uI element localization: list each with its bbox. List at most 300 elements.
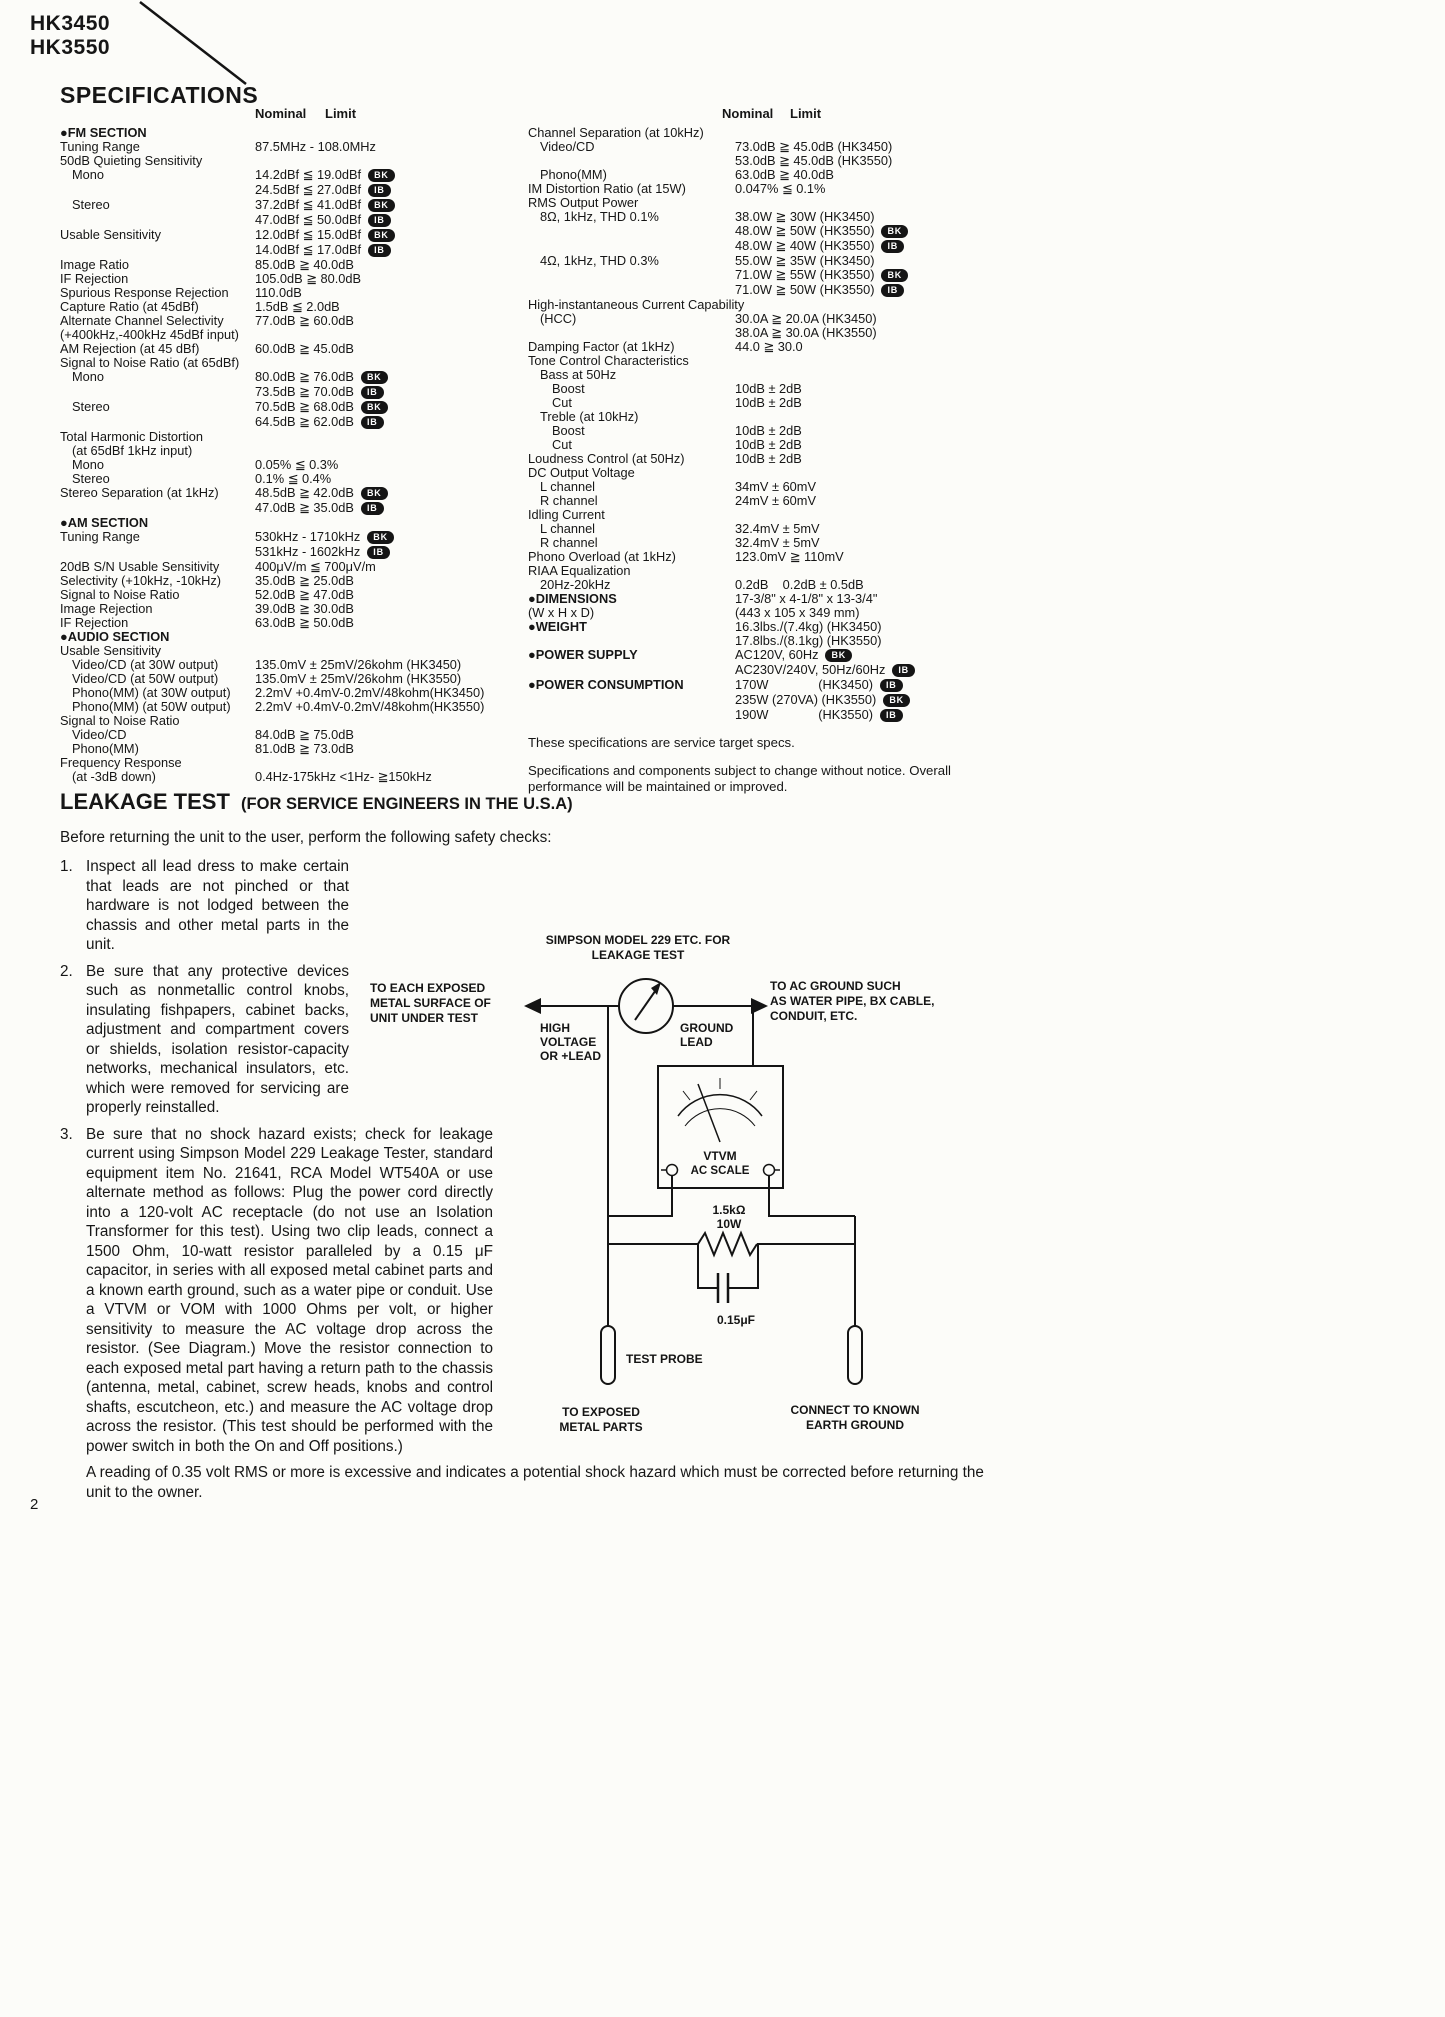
spec-label: 8Ω, 1kHz, THD 0.1% (540, 209, 659, 224)
spec-row (528, 620, 1010, 634)
spec-value: 52.0dB ≧ 47.0dB (255, 587, 354, 602)
spec-label: Stereo (72, 197, 110, 212)
spec-label: Image Ratio (60, 257, 129, 272)
left-arrowhead (524, 998, 541, 1014)
spec-row (60, 272, 530, 286)
spec-label: Signal to Noise Ratio (60, 713, 180, 728)
spec-row (60, 658, 530, 672)
spec-row (60, 672, 530, 686)
spec-value: 80.0dB ≧ 76.0dB (255, 369, 354, 384)
spec-label: Damping Factor (at 1kHz) (528, 339, 675, 354)
exposed-metal-label: METAL PARTS (559, 1420, 643, 1434)
spec-label: Selectivity (+10kHz, -10kHz) (60, 573, 222, 588)
test-probe-label: TEST PROBE (626, 1352, 703, 1366)
spec-value: 32.4mV ± 5mV (735, 535, 820, 550)
spec-row (528, 382, 1010, 396)
spec-label: Video/CD (540, 139, 595, 154)
spec-value: 135.0mV ± 25mV/26kohm (HK3550) (255, 671, 462, 686)
leakage-step-text: Be sure that no shock hazard exists; check for leakage current using Simpson Model 229 Leakage Tester, standard equipment item No. 21641, RCA Model WT540A or use alternate method as follows: Plug the power cord directly into a 120-volt AC receptacle (do not use an Isolation Transformer for this test). Using two clip leads, connect a 1500 Ohm, 10-watt resistor paralleled by a 0.15 μF capacitor, in series with all exposed metal cabinet parts and a known earth ground, such as a water pipe or conduit. Use a VTVM or VOM with 1000 Ohms per volt, or higher sensitivity to measure the AC voltage drop across the resistor. (See Diagram.) Move the resistor connection to each exposed metal part having a return path to the chassis (antenna, metal, cabinet, screw heads, knobs and control shafts, escutcheon, etc.) and measure the AC voltage drop across the resistor. (This test should be performed with the power switch in both the On and Off positions.) (86, 1125, 493, 1455)
spec-row (528, 312, 1010, 326)
spec-label: (HCC) (540, 311, 577, 326)
spec-label: RMS Output Power (528, 195, 639, 210)
diagonal-line (128, 0, 258, 92)
spec-value: 235W (270VA) (HK3550) (735, 692, 877, 707)
spec-value: 0.047% ≦ 0.1% (735, 181, 826, 196)
spec-value: 10dB ± 2dB (735, 395, 802, 410)
spec-label: Capture Ratio (at 45dBf) (60, 299, 199, 314)
nominal-header: Nominal (722, 106, 774, 121)
version-badge-bk: BK (368, 169, 395, 182)
leakage-step-number: 2. (60, 962, 73, 980)
leakage-meter-icon (619, 979, 673, 1033)
diagram-unit-label: METAL SURFACE OF (370, 996, 491, 1010)
spec-label: Mono (72, 167, 105, 182)
diagram-high-voltage-label: HIGH (540, 1021, 570, 1035)
spec-label: Stereo (72, 399, 110, 414)
column-headers-right (528, 106, 1010, 126)
spec-row (528, 196, 1010, 210)
ac-scale-label: AC SCALE (690, 1165, 750, 1177)
version-badge-bk: BK (881, 225, 908, 238)
spec-label: Phono(MM) (540, 167, 607, 182)
spec-label: Loudness Control (at 50Hz) (528, 451, 685, 466)
limit-header: Limit (325, 106, 357, 121)
spec-value: 0.1% ≦ 0.4% (255, 471, 332, 486)
spec-row (528, 254, 1010, 268)
spec-value: 2.2mV +0.4mV-0.2mV/48kohm(HK3550) (255, 699, 485, 714)
spec-row (528, 210, 1010, 224)
spec-value: 81.0dB ≧ 73.0dB (255, 741, 354, 756)
spec-label: Tuning Range (60, 529, 140, 544)
version-badge-bk: BK (368, 199, 395, 212)
spec-row (60, 328, 530, 342)
version-badge-bk: BK (361, 371, 388, 384)
leakage-title-main: LEAKAGE TEST (60, 789, 230, 814)
spec-value: 400μV/m ≦ 700μV/m (255, 559, 376, 574)
spec-value: 47.0dB ≧ 35.0dB (255, 500, 354, 515)
spec-row (60, 198, 530, 213)
spec-row (60, 742, 530, 756)
model-number-hk3450: HK3450 (30, 12, 111, 35)
note-subject-to-change: Specifications and components subject to change without notice. Overall performance will be maintained or improved. (528, 763, 951, 794)
spec-row (528, 239, 1010, 254)
spec-notes (528, 735, 958, 795)
limit-header: Limit (790, 106, 822, 121)
spec-value: 63.0dB ≧ 50.0dB (255, 615, 354, 630)
spec-label: Idling Current (528, 507, 605, 522)
specs-right-column (528, 106, 1010, 795)
spec-label: (at -3dB down) (72, 769, 156, 784)
spec-row (60, 228, 530, 243)
spec-value: 53.0dB ≧ 45.0dB (HK3550) (735, 153, 893, 168)
version-badge-bk: BK (361, 401, 388, 414)
spec-row (528, 578, 1010, 592)
spec-label: Total Harmonic Distortion (60, 429, 203, 444)
spec-label: Boost (552, 381, 585, 396)
spec-value: 0.05% ≦ 0.3% (255, 457, 339, 472)
spec-value: 110.0dB (255, 285, 302, 300)
spec-label: 4Ω, 1kHz, THD 0.3% (540, 253, 659, 268)
spec-value: 12.0dBf ≦ 15.0dBf (255, 227, 362, 242)
spec-row (528, 410, 1010, 424)
spec-label: Cut (552, 395, 572, 410)
spec-value: 64.5dB ≧ 62.0dB (255, 414, 354, 429)
spec-value: 70.5dB ≧ 68.0dB (255, 399, 354, 414)
spec-row (528, 396, 1010, 410)
spec-value: 34mV ± 60mV (735, 479, 816, 494)
spec-row (528, 606, 1010, 620)
spec-value: 30.0A ≧ 20.0A (HK3450) (735, 311, 877, 326)
spec-label: Tone Control Characteristics (528, 353, 689, 368)
spec-value: 24.5dBf ≦ 27.0dBf (255, 182, 362, 197)
spec-row (528, 224, 1010, 239)
spec-row (528, 550, 1010, 564)
spec-value: 60.0dB ≧ 45.0dB (255, 341, 354, 356)
version-badge-bk: BK (361, 487, 388, 500)
spec-value: 73.5dB ≧ 70.0dB (255, 384, 354, 399)
spec-label: AM Rejection (at 45 dBf) (60, 341, 200, 356)
spec-label: Video/CD (72, 727, 127, 742)
diagram-high-voltage-label: OR +LEAD (540, 1049, 602, 1063)
version-badge-ib: IB (368, 244, 391, 257)
spec-rows-right (528, 126, 1010, 723)
capacitor-value-label: 0.15μF (716, 1313, 756, 1327)
version-badge-ib: IB (892, 664, 915, 677)
spec-row (528, 424, 1010, 438)
spec-row (528, 283, 1010, 298)
version-badge-bk: BK (368, 229, 395, 242)
leakage-test-diagram (368, 926, 948, 1446)
version-badge-ib: IB (367, 546, 390, 559)
spec-row (60, 370, 530, 385)
spec-label: IF Rejection (60, 271, 129, 286)
spec-label: Usable Sensitivity (60, 643, 161, 658)
spec-label: Cut (552, 437, 572, 452)
spec-row (60, 415, 530, 430)
spec-label: Bass at 50Hz (540, 367, 617, 382)
spec-value: 35.0dB ≧ 25.0dB (255, 573, 354, 588)
leakage-intro: Before returning the unit to the user, perform the following safety checks: (60, 829, 552, 846)
spec-row (60, 400, 530, 415)
spec-row (60, 458, 530, 472)
spec-row (60, 574, 530, 588)
specifications-title: SPECIFICATIONS (60, 82, 259, 108)
spec-label: 20Hz-20kHz (540, 577, 611, 592)
spec-value: 85.0dB ≧ 40.0dB (255, 257, 354, 272)
spec-row (528, 708, 1010, 723)
spec-row (528, 634, 1010, 648)
spec-value: 84.0dB ≧ 75.0dB (255, 727, 354, 742)
spec-label: R channel (540, 493, 598, 508)
spec-label: Video/CD (at 50W output) (72, 671, 219, 686)
spec-row (528, 678, 1010, 693)
spec-label: Frequency Response (60, 755, 182, 770)
earth-ground-label: EARTH GROUND (806, 1418, 904, 1432)
spec-row (60, 602, 530, 616)
spec-label: Usable Sensitivity (60, 227, 161, 242)
spec-row (60, 686, 530, 700)
spec-value: 170W (HK3450) (735, 677, 873, 692)
spec-row (60, 630, 530, 644)
test-probe-icon (601, 1326, 615, 1384)
spec-label: Boost (552, 423, 585, 438)
spec-value: 0.4Hz-175kHz <1Hz- ≧150kHz (255, 769, 432, 784)
spec-value: 10dB ± 2dB (735, 423, 802, 438)
spec-label: ●AM SECTION (60, 515, 149, 530)
spec-label: R channel (540, 535, 598, 550)
version-badge-ib: IB (361, 416, 384, 429)
spec-label: IF Rejection (60, 615, 129, 630)
spec-label: Phono Overload (at 1kHz) (528, 549, 676, 564)
spec-label: Phono(MM) (at 30W output) (72, 685, 231, 700)
spec-value: 73.0dB ≧ 45.0dB (HK3450) (735, 139, 893, 154)
model-header (30, 12, 110, 60)
model-number-hk3550: HK3550 (30, 36, 111, 59)
leakage-closing: A reading of 0.35 volt RMS or more is excessive and indicates a potential shock hazard which must be corrected before returning the unit to the owner. (86, 1464, 984, 1501)
spec-label: Tuning Range (60, 139, 140, 154)
diagram-simpson-label: LEAKAGE TEST (591, 948, 685, 962)
spec-row (60, 385, 530, 400)
note-service-target: These specifications are service target specs. (528, 735, 795, 750)
spec-label: ●FM SECTION (60, 125, 147, 140)
spec-value: 2.2mV +0.4mV-0.2mV/48kohm(HK3450) (255, 685, 485, 700)
spec-value: 24mV ± 60mV (735, 493, 816, 508)
earth-ground-label: CONNECT TO KNOWN (790, 1403, 920, 1417)
spec-row (60, 530, 530, 545)
spec-value: 63.0dB ≧ 40.0dB (735, 167, 834, 182)
spec-label: IM Distortion Ratio (at 15W) (528, 181, 686, 196)
spec-row (528, 508, 1010, 522)
spec-value: 47.0dBf ≦ 50.0dBf (255, 212, 362, 227)
spec-row (60, 286, 530, 300)
version-badge-bk: BK (367, 531, 394, 544)
spec-row (60, 644, 530, 658)
spec-row (528, 438, 1010, 452)
spec-row (528, 140, 1010, 154)
spec-label: (+400kHz,-400kHz 45dBf input) (60, 327, 239, 342)
spec-row (528, 564, 1010, 578)
spec-row (528, 536, 1010, 550)
spec-label: ●DIMENSIONS (528, 591, 617, 606)
spec-row (60, 616, 530, 630)
spec-label: L channel (540, 479, 596, 494)
version-badge-ib: IB (881, 240, 904, 253)
diagram-ac-ground-label: TO AC GROUND SUCH (770, 979, 901, 993)
spec-label: Spurious Response Rejection (60, 285, 229, 300)
spec-value: 71.0W ≧ 50W (HK3550) (735, 282, 875, 297)
diagram-unit-label: TO EACH EXPOSED (370, 981, 486, 995)
spec-value: 17.8lbs./(8.1kg) (HK3550) (735, 633, 882, 648)
spec-row (60, 472, 530, 486)
spec-row (60, 314, 530, 328)
spec-label: Signal to Noise Ratio (at 65dBf) (60, 355, 240, 370)
resistor-power-label: 10W (716, 1217, 742, 1231)
spec-label: Alternate Channel Selectivity (60, 313, 224, 328)
spec-value: 531kHz - 1602kHz (255, 544, 361, 559)
spec-value: 32.4mV ± 5mV (735, 521, 820, 536)
spec-row (528, 494, 1010, 508)
spec-value: 1.5dB ≦ 2.0dB (255, 299, 340, 314)
spec-row (60, 700, 530, 714)
earth-ground-probe-icon (848, 1326, 862, 1384)
version-badge-bk: BK (825, 649, 852, 662)
spec-value: 87.5MHz - 108.0MHz (255, 139, 376, 154)
diagram-high-voltage-label: VOLTAGE (540, 1035, 597, 1049)
spec-value: 10dB ± 2dB (735, 437, 802, 452)
diagram-ac-ground-label: CONDUIT, ETC. (770, 1009, 858, 1023)
version-badge-ib: IB (361, 386, 384, 399)
spec-row (528, 648, 1010, 663)
version-badge-ib: IB (880, 709, 903, 722)
spec-row (528, 522, 1010, 536)
spec-value: 48.0W ≧ 50W (HK3550) (735, 223, 875, 238)
spec-label: High-instantaneous Current Capability (528, 297, 745, 312)
spec-label: (at 65dBf 1kHz input) (72, 443, 193, 458)
page-number: 2 (30, 1496, 39, 1513)
version-badge-ib: IB (881, 284, 904, 297)
diagram-ac-ground-label: AS WATER PIPE, BX CABLE, (770, 994, 935, 1008)
spec-row (60, 356, 530, 370)
spec-value: 44.0 ≧ 30.0 (735, 339, 803, 354)
nominal-header: Nominal (255, 106, 307, 121)
spec-value: 77.0dB ≧ 60.0dB (255, 313, 354, 328)
spec-value: 16.3lbs./(7.4kg) (HK3450) (735, 619, 882, 634)
spec-value: 17-3/8" x 4-1/8" x 13-3/4" (735, 591, 878, 606)
spec-label: Mono (72, 369, 105, 384)
version-badge-ib: IB (368, 214, 391, 227)
spec-value: 38.0W ≧ 30W (HK3450) (735, 209, 875, 224)
spec-label: L channel (540, 521, 596, 536)
spec-label: Signal to Noise Ratio (60, 587, 180, 602)
spec-value: 14.0dBf ≦ 17.0dBf (255, 242, 362, 257)
spec-row (60, 140, 530, 154)
spec-row (60, 486, 530, 501)
leakage-step-number: 3. (60, 1125, 73, 1143)
spec-row (60, 168, 530, 183)
spec-row (60, 444, 530, 458)
spec-label: (W x H x D) (528, 605, 595, 620)
spec-row (60, 501, 530, 516)
spec-label: ●POWER CONSUMPTION (528, 677, 684, 692)
spec-rows-left (60, 126, 530, 784)
spec-row (528, 298, 1010, 312)
diagram-unit-label: UNIT UNDER TEST (370, 1011, 478, 1025)
spec-label: Image Rejection (60, 601, 153, 616)
spec-value: 123.0mV ≧ 110mV (735, 549, 844, 564)
spec-value: 10dB ± 2dB (735, 451, 802, 466)
spec-label: Phono(MM) (at 50W output) (72, 699, 231, 714)
resistor-value-label: 1.5kΩ (712, 1203, 746, 1217)
spec-label: ●POWER SUPPLY (528, 647, 638, 662)
version-badge-bk: BK (881, 269, 908, 282)
spec-label: Phono(MM) (72, 741, 139, 756)
spec-value: 48.0W ≧ 40W (HK3550) (735, 238, 875, 253)
spec-value: 71.0W ≧ 55W (HK3550) (735, 267, 875, 282)
diagram-simpson-label: SIMPSON MODEL 229 ETC. FOR (545, 933, 731, 947)
diagram-ground-lead-label: GROUND (680, 1021, 734, 1035)
spec-row (528, 592, 1010, 606)
spec-value: 38.0A ≧ 30.0A (HK3550) (735, 325, 877, 340)
spec-row (528, 340, 1010, 354)
spec-label: Channel Separation (at 10kHz) (528, 125, 704, 140)
spec-row (528, 326, 1010, 340)
spec-value: 37.2dBf ≦ 41.0dBf (255, 197, 362, 212)
spec-row (528, 480, 1010, 494)
spec-row (528, 663, 1010, 678)
spec-row (60, 342, 530, 356)
spec-row (60, 756, 530, 770)
spec-value: 55.0W ≧ 35W (HK3450) (735, 253, 875, 268)
leakage-step-text: Inspect all lead dress to make certain that leads are not pinched or that hardware is not lodged between the chassis and other metal parts in the unit. (86, 858, 349, 953)
spec-row (60, 588, 530, 602)
spec-row (528, 693, 1010, 708)
spec-label: Mono (72, 457, 105, 472)
spec-row (60, 154, 530, 168)
leakage-step-text: Be sure that any protective devices such as nonmetallic control knobs, insulating fishpapers, cabinet backs, adjustment and compartment covers or shields, isolation resistor-capacity networks, mechanical insulators, etc. which were removed for servicing are properly reinstalled. (86, 962, 349, 1116)
spec-row (528, 354, 1010, 368)
spec-row (528, 268, 1010, 283)
spec-value: 105.0dB ≧ 80.0dB (255, 271, 362, 286)
version-badge-bk: BK (883, 694, 910, 707)
spec-value: 190W (HK3550) (735, 707, 873, 722)
spec-row (60, 728, 530, 742)
spec-label: ●AUDIO SECTION (60, 629, 170, 644)
version-badge-ib: IB (880, 679, 903, 692)
spec-row (60, 258, 530, 272)
spec-row (60, 714, 530, 728)
spec-value: 10dB ± 2dB (735, 381, 802, 396)
version-badge-ib: IB (361, 502, 384, 515)
leakage-step-number: 1. (60, 858, 73, 875)
spec-label: RIAA Equalization (528, 563, 631, 578)
spec-row (528, 368, 1010, 382)
spec-row (60, 770, 530, 784)
spec-row (528, 182, 1010, 196)
resistor-symbol (698, 1233, 757, 1255)
leakage-test-title (60, 789, 573, 815)
spec-row (528, 154, 1010, 168)
spec-value: AC120V, 60Hz (735, 647, 819, 662)
spec-label: 20dB S/N Usable Sensitivity (60, 559, 220, 574)
spec-row (528, 168, 1010, 182)
spec-row (60, 430, 530, 444)
spec-label: Video/CD (at 30W output) (72, 657, 219, 672)
spec-value: 48.5dB ≧ 42.0dB (255, 485, 354, 500)
spec-value: (443 x 105 x 349 mm) (735, 605, 860, 620)
spec-label: Stereo (72, 471, 110, 486)
spec-row (60, 126, 530, 140)
spec-value: 14.2dBf ≦ 19.0dBf (255, 167, 362, 182)
spec-row (60, 183, 530, 198)
spec-row (60, 213, 530, 228)
spec-row (528, 126, 1010, 140)
leakage-title-suffix: (FOR SERVICE ENGINEERS IN THE U.S.A) (241, 795, 573, 813)
column-headers-left (60, 106, 530, 126)
vtvm-label: VTVM (703, 1149, 737, 1163)
specs-left-column (60, 106, 530, 784)
spec-label: ●WEIGHT (528, 619, 587, 634)
spec-label: Treble (at 10kHz) (540, 409, 639, 424)
spec-row (528, 466, 1010, 480)
spec-label: 50dB Quieting Sensitivity (60, 153, 203, 168)
spec-label: DC Output Voltage (528, 465, 635, 480)
spec-row (60, 243, 530, 258)
spec-row (528, 452, 1010, 466)
spec-value: 530kHz - 1710kHz (255, 529, 361, 544)
spec-value: 0.2dB 0.2dB ± 0.5dB (735, 577, 864, 592)
spec-row (60, 516, 530, 530)
spec-row (60, 300, 530, 314)
